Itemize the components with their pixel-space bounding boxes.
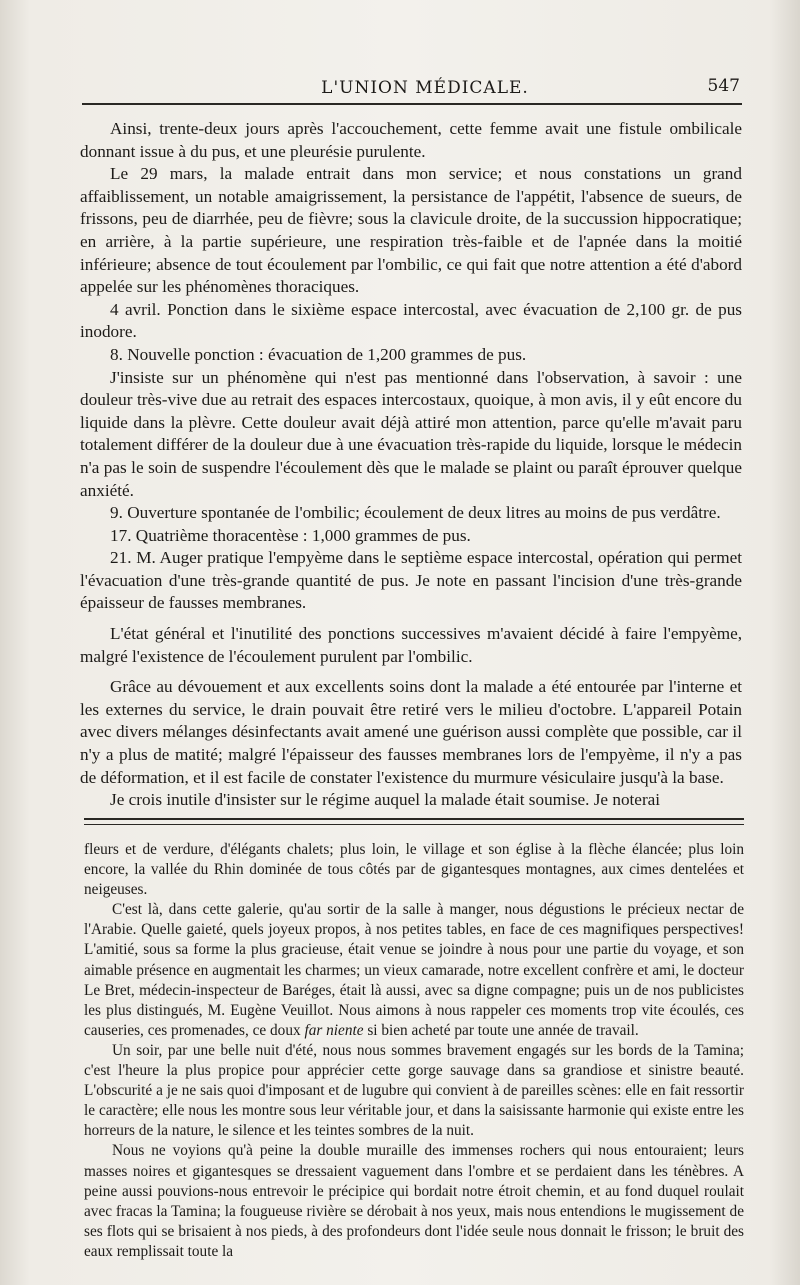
feuilleton-paragraph: fleurs et de verdure, d'élégants chalets; plus loin, le village et son église à la flèche élancée; plus loin encore, la vallée du Rhin dominée de tous côtés par de gigantesques montagnes, aux cimes dentelées et neigeuses. xyxy=(84,841,744,899)
paragraph: Grâce au dévouement et aux excellents soins dont la malade a été entourée par l'interne et les externes du service, le drain pouvait être retiré vers le milieu d'octobre. L'appareil Potain avec divers mélanges désinfectants avait amené une guérison aussi complète que possible, car il n'y a plus de matité; malgré l'épaisseur des fausses membranes lors de l'empyème, il n'y a pas de déformation, et il est facile de constater l'existence du murmure vésiculaire jusqu'à la base. xyxy=(80,677,742,787)
page-header xyxy=(110,74,740,102)
italic-phrase: far niente xyxy=(304,1021,364,1039)
paragraph: L'état général et l'inutilité des ponctions successives m'avaient décidé à faire l'empyème, malgré l'existence de l'écoulement purulent par l'ombilic. xyxy=(80,624,742,666)
feuilleton-section xyxy=(84,840,744,1262)
paragraph: Le 29 mars, la malade entrait dans mon service; et nous constations un grand affaiblissement, un notable amaigrissement, la persistance de l'appétit, l'absence de sueurs, de frissons, peu de diarrhée, peu de fièvre; sous la clavicule droite, de la succussion hippocratique; en arrière, à la partie supérieure, une respiration très-faible et de l'apnée dans la moitié inférieure; absence de tout écoulement par l'ombilic, ce qui fait que notre attention a été d'abord appelée sur les phénomènes thoraciques. xyxy=(80,164,742,297)
feuilleton-paragraph: Un soir, par une belle nuit d'été, nous nous sommes bravement engagés sur les bords de la Tamina; c'est l'heure la plus propice pour apprécier cette gorge sauvage dans sa grandiose et sinistre beauté. L'obscurité a je ne sais quoi d'imposant et de lugubre qui convient à de pareilles scènes: elle en fait ressortir le caractère; elle nous les montre sous leur véritable jour, et dans la saisissante harmonie qui existe entre les horreurs de la nature, le silence et les teintes sombres de la nuit. xyxy=(84,1041,744,1140)
running-title: L'UNION MÉDICALE. xyxy=(321,78,529,98)
paragraph: Ainsi, trente-deux jours après l'accouchement, cette femme avait une fistule ombilicale donnant issue à du pus, et une pleurésie purulente. xyxy=(80,119,742,161)
paragraph: 9. Ouverture spontanée de l'ombilic; écoulement de deux litres au moins de pus verdâtre. xyxy=(110,503,721,523)
paragraph: J'insiste sur un phénomène qui n'est pas mentionné dans l'observation, à savoir : une douleur très-vive due au retrait des espaces intercostaux, quoique, à mon avis, il y eût encore du liquide dans la plèvre. Cette douleur avait déjà attiré mon attention, parce qu'elle m'avait paru totalement différer de la douleur due à une évacuation très-rapide du liquide, lorsque le médecin n'a pas le soin de suspendre l'écoulement dès que le malade se plaint ou paraît éprouver quelque anxiété. xyxy=(80,367,742,500)
paragraph: 4 avril. Ponction dans le sixième espace intercostal, avec évacuation de 2,100 gr. de pus inodore. xyxy=(80,299,742,342)
feuilleton-separator xyxy=(84,818,744,825)
main-article xyxy=(80,118,742,812)
paragraph: 8. Nouvelle ponction : évacuation de 1,200 grammes de pus. xyxy=(110,344,527,364)
feuilleton-paragraph xyxy=(84,900,744,1041)
paragraph: Je crois inutile d'insister sur le régime auquel la malade était soumise. Je noterai xyxy=(110,790,661,810)
paragraph: 21. M. Auger pratique l'empyème dans le septième espace intercostal, opération qui permet l'évacuation d'une très-grande quantité de pus. Je note en passant l'incision d'une très-grande épaisseur de fausses membranes. xyxy=(80,548,742,613)
header-rule xyxy=(82,103,742,105)
feuilleton-text: C'est là, dans cette galerie, qu'au sortir de la salle à manger, nous dégustions le précieux nectar de l'Arabie. Quelle gaieté, quels joyeux propos, à nos petites tables, en face de ces magnifiques perspectives! L'amitié, sous sa forme la plus gracieuse, était venue se joindre à nous pour une partie du voyage, et son aimable présence en augmentait les charmes; un vieux camarade, notre excellent confrère et ami, le docteur Le Bret, médecin-inspecteur de Baréges, était là aussi, avec sa digne compagne; puis un de nos publicistes les plus distingués, M. Eugène Veuillot. Nous aimons à nous rappeler ces moments trop vite écoulés, ces causeries, ces promenades, ce doux xyxy=(84,901,744,1039)
feuilleton-text: si bien acheté par toute une année de travail. xyxy=(363,1021,639,1039)
feuilleton-paragraph: Nous ne voyions qu'à peine la double muraille des immenses rochers qui nous entouraient; leurs masses noires et gigantesques se dressaient vaguement dans l'ombre et se perdaient dans les ténèbres. A peine aussi pouvions-nous entrevoir le précipice qui bordait notre étroit chemin, et au fond duquel roulait avec fracas la Tamina; la fougueuse rivière se dérobait à nos yeux, mais nous entendions le mugissement de ses flots qui se brisaient à nos pieds, à des profondeurs dont l'idée seule nous donnait le frisson; le bruit des eaux remplissait toute la xyxy=(84,1142,744,1260)
paragraph: 17. Quatrième thoracentèse : 1,000 grammes de pus. xyxy=(110,525,471,545)
page-number: 547 xyxy=(707,76,740,96)
